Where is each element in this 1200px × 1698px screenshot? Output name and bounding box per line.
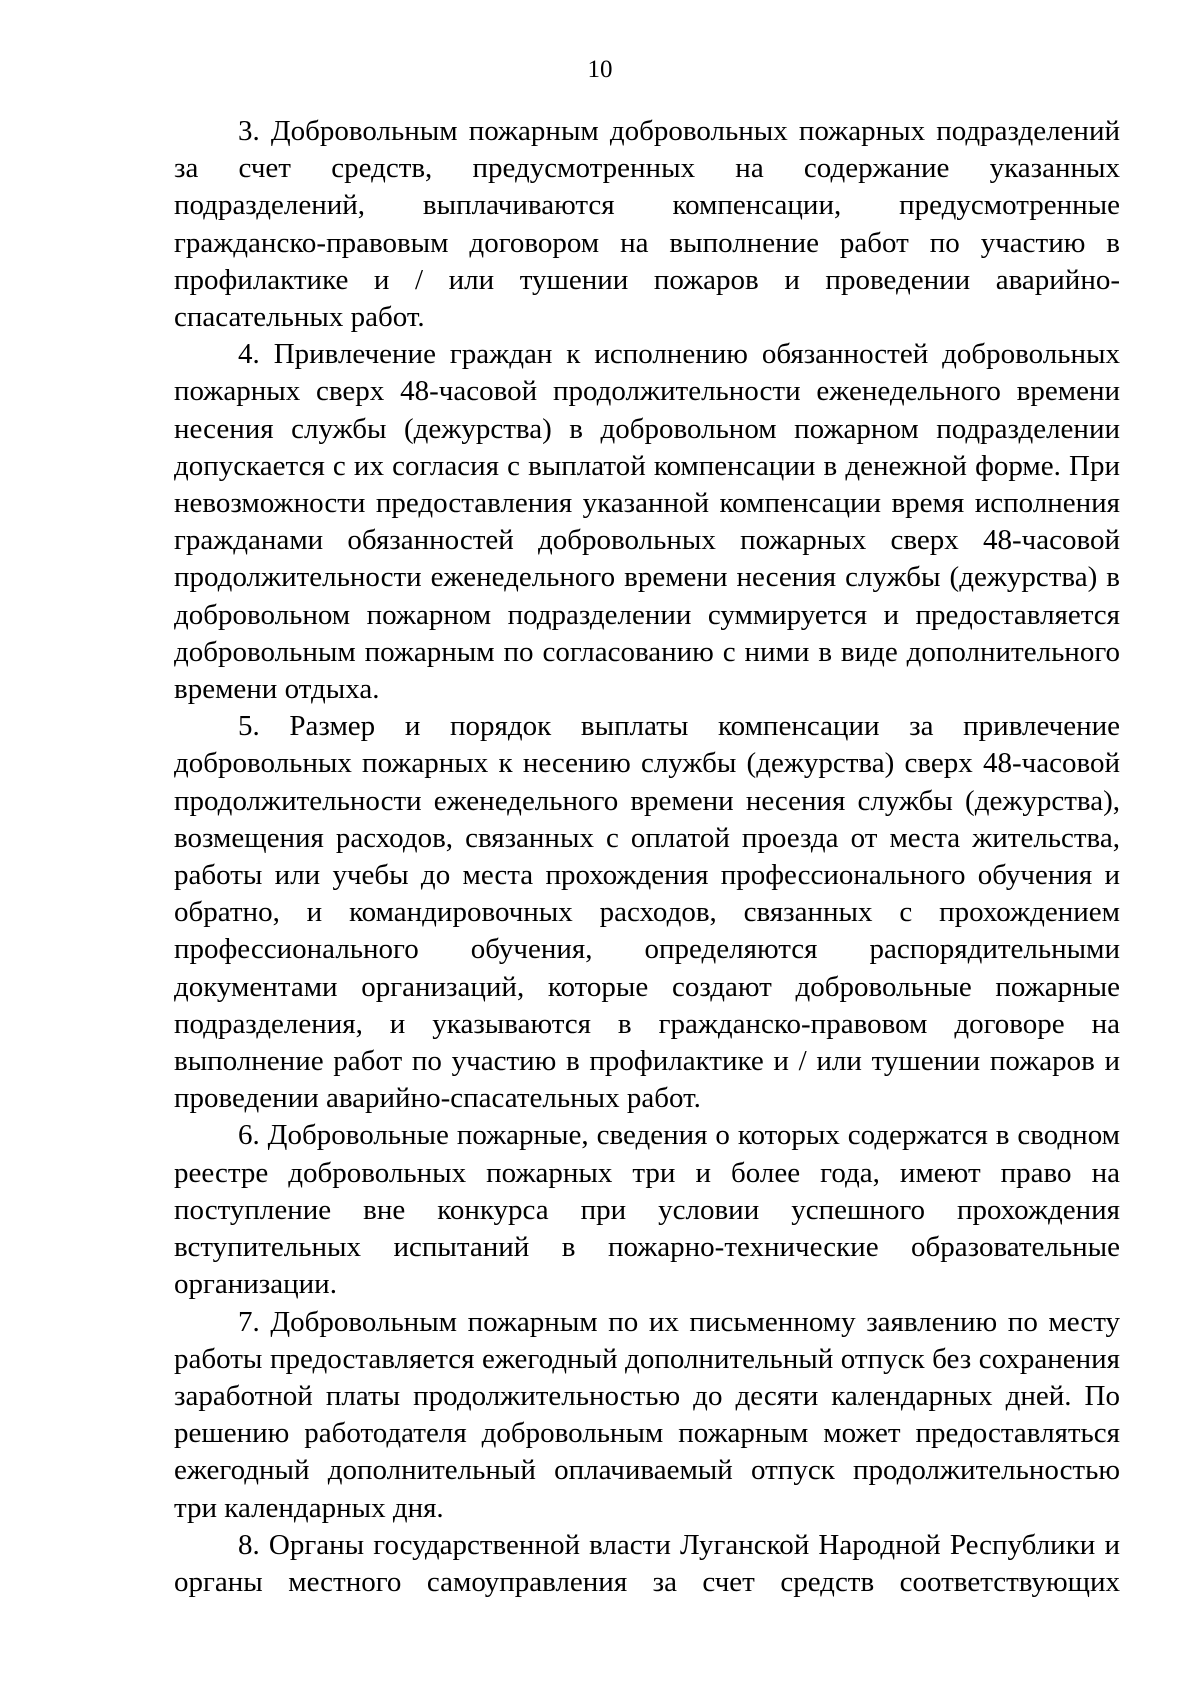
paragraph-5: 5. Размер и порядок выплаты компенсации за привлечение добровольных пожарных к несению службы (дежурства) сверх 48-часовой продолжительности еженедельного времени несения службы (дежурства), возмещения расходов, связанных с оплатой проезда от места жительства, работы или учебы до места прохождения профессионального обучения и обратно, и командировочных расходов, связанных с прохождением профессионального обучения, определяются распорядительными документами организаций, которые создают добровольные пожарные подразделения, и указываются в гражданско-правовом договоре на выполнение работ по участию в профилактике и / или тушении пожаров и проведении аварийно-спасательных работ. [174,710,1120,1115]
paragraph-4: 4. Привлечение граждан к исполнению обязанностей добровольных пожарных сверх 48-часовой продолжительности еженедельного времени несения службы (дежурства) в добровольном пожарном подразделении допускается с их согласия с выплатой компенсации в денежной форме. При невозможности предоставления указанной компенсации время исполнения гражданами обязанностей добровольных пожарных сверх 48-часовой продолжительности еженедельного времени несения службы (дежурства) в добровольном пожарном подразделении суммируется и предоставляется добровольным пожарным по согласованию с ними в виде дополнительного времени отдыха. [174,338,1120,706]
document-body [174,113,1120,1601]
paragraph-7: 7. Добровольным пожарным по их письменному заявлению по месту работы предоставляется ежегодный дополнительный отпуск без сохранения заработной платы продолжительностью до десяти календарных дней. По решению работодателя добровольным пожарным может предоставляться ежегодный дополнительный оплачиваемый отпуск продолжительностью три календарных дня. [174,1305,1120,1524]
page-number: 10 [587,56,613,83]
paragraph-8: 8. Органы государственной власти Луганской Народной Республики и органы местного самоуправления за счет средств соответствующих [174,1528,1120,1598]
paragraph-6: 6. Добровольные пожарные, сведения о которых содержатся в сводном реестре добровольных пожарных три и более года, имеют право на поступление вне конкурса при условии успешного прохождения вступительных испытаний в пожарно-технические образовательные организации. [174,1119,1120,1301]
paragraph-3: 3. Добровольным пожарным добровольных пожарных подразделений за счет средств, предусмотренных на содержание указанных подразделений, выплачиваются компенсации, предусмотренные гражданско-правовым договором на выполнение работ по участию в профилактике и / или тушении пожаров и проведении аварийно-спасательных работ. [174,115,1120,334]
